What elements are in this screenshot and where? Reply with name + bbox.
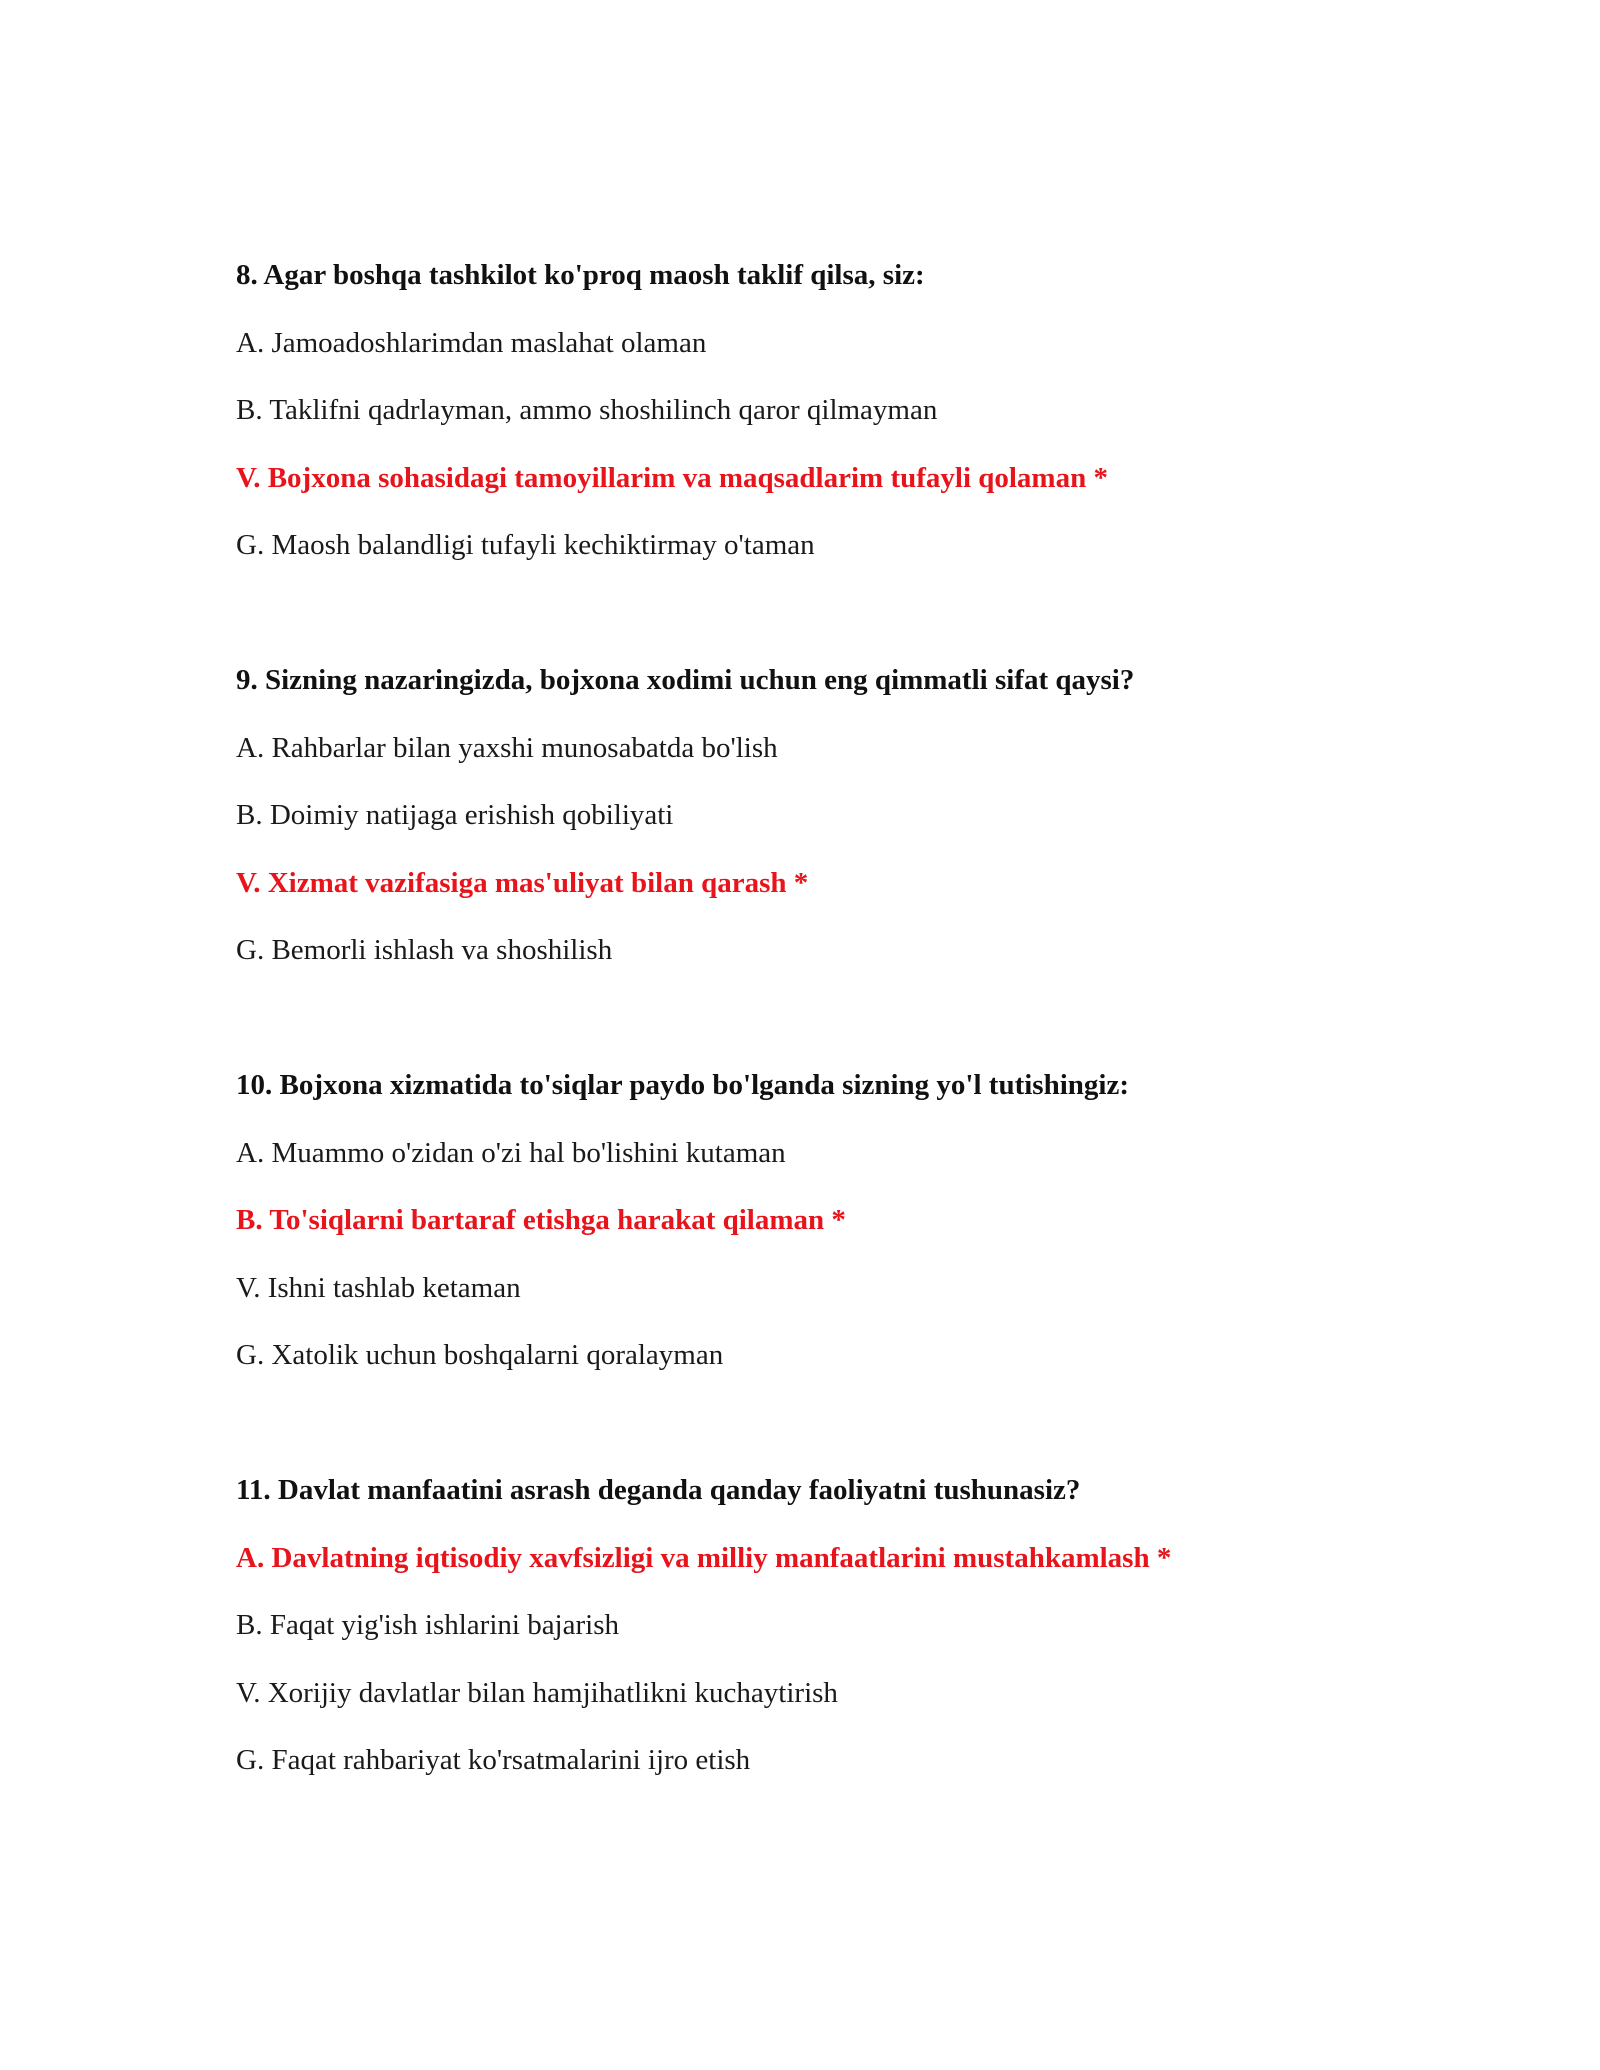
answer-option-v: V. Ishni tashlab ketaman xyxy=(236,1271,521,1304)
answer-option-g: G. Faqat rahbariyat ko'rsatmalarini ijro etish xyxy=(236,1744,751,1776)
question-title: 10. Bojxona xizmatida to'siqlar paydo bo'lganda sizning yo'l tutishingiz: xyxy=(236,1069,1129,1101)
question-title: 11. Davlat manfaatini asrash deganda qanday faoliyatni tushunasiz? xyxy=(236,1474,1081,1506)
answer-option-b-correct: B. To'siqlarni bartaraf etishga harakat qilaman * xyxy=(236,1204,846,1236)
answer-option-g: G. Xatolik uchun boshqalarni qoralayman xyxy=(236,1339,724,1371)
answer-option-a-correct: A. Davlatning iqtisodiy xavfsizligi va milliy manfaatlarini mustahkamlash * xyxy=(236,1541,1172,1574)
question-11 xyxy=(236,1473,1436,1811)
answer-option-b: B. Doimiy natijaga erishish qobiliyati xyxy=(236,799,674,831)
answer-option-a: A. Muammo o'zidan o'zi hal bo'lishini kutaman xyxy=(236,1136,786,1169)
question-8 xyxy=(236,258,1436,596)
answer-option-g: G. Maosh balandligi tufayli kechiktirmay o'taman xyxy=(236,529,815,561)
question-title: 8. Agar boshqa tashkilot ko'proq maosh taklif qilsa, siz: xyxy=(236,259,925,291)
answer-option-v: V. Xorijiy davlatlar bilan hamjihatlikni kuchaytirish xyxy=(236,1676,838,1709)
question-10 xyxy=(236,1068,1436,1406)
answer-option-g: G. Bemorli ishlash va shoshilish xyxy=(236,934,613,966)
answer-option-a: A. Jamoadoshlarimdan maslahat olaman xyxy=(236,326,707,359)
answer-option-v-correct: V. Bojxona sohasidagi tamoyillarim va maqsadlarim tufayli qolaman * xyxy=(236,461,1108,494)
answer-option-a: A. Rahbarlar bilan yaxshi munosabatda bo'lish xyxy=(236,731,778,764)
answer-option-b: B. Faqat yig'ish ishlarini bajarish xyxy=(236,1609,619,1641)
question-title: 9. Sizning nazaringizda, bojxona xodimi uchun eng qimmatli sifat qaysi? xyxy=(236,664,1135,696)
answer-option-v-correct: V. Xizmat vazifasiga mas'uliyat bilan qarash * xyxy=(236,866,809,899)
answer-option-b: B. Taklifni qadrlayman, ammo shoshilinch qaror qilmayman xyxy=(236,394,938,426)
question-9 xyxy=(236,663,1436,1001)
